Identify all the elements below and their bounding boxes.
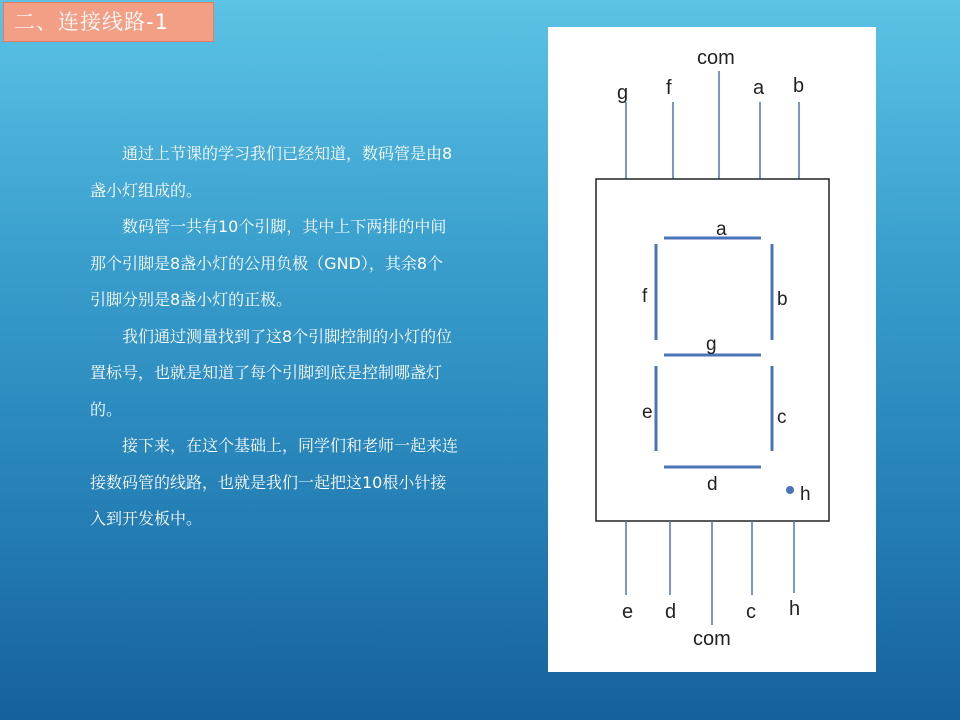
pin-label-bottom-d: d — [665, 601, 677, 623]
pin-label-bottom-e: e — [622, 601, 634, 623]
paragraph-1: 通过上节课的学习我们已经知道，数码管是由8盏小灯组成的。 — [90, 144, 453, 200]
segment-label-e: e — [642, 402, 653, 423]
pin-label-bottom-h: h — [789, 598, 801, 620]
segment-label-f: f — [642, 286, 648, 307]
paragraph-2: 数码管一共有10个引脚，其中上下两排的中间那个引脚是8盏小灯的公用负极（GND），其余8个引脚分别是8盏小灯的正极。 — [90, 217, 447, 309]
segment-label-g: g — [706, 334, 717, 355]
seven-segment-svg — [548, 27, 876, 672]
pin-label-top-b: b — [793, 75, 805, 97]
pin-label-top-g: g — [617, 82, 629, 104]
pin-label-bottom-com: com — [693, 628, 731, 650]
pin-label-bottom-c: c — [746, 601, 756, 623]
segment-label-h: h — [800, 484, 811, 505]
segment-label-a: a — [716, 219, 727, 240]
pin-label-top-f: f — [666, 77, 672, 99]
segment-label-b: b — [777, 289, 788, 310]
pin-label-top-a: a — [753, 77, 765, 99]
body-text — [90, 136, 458, 538]
slide-title: 二、连接线路-1 — [3, 2, 214, 42]
segment-label-d: d — [707, 474, 718, 495]
segment-label-c: c — [777, 407, 787, 428]
seven-segment-diagram — [548, 27, 876, 672]
segment-h-dot — [786, 486, 794, 494]
paragraph-4: 接下来，在这个基础上，同学们和老师一起来连接数码管的线路，也就是我们一起把这10根小针接入到开发板中。 — [90, 436, 459, 528]
pin-label-top-com: com — [697, 47, 735, 69]
paragraph-3: 我们通过测量找到了这8个引脚控制的小灯的位置标号，也就是知道了每个引脚到底是控制哪盏灯的。 — [90, 326, 453, 419]
